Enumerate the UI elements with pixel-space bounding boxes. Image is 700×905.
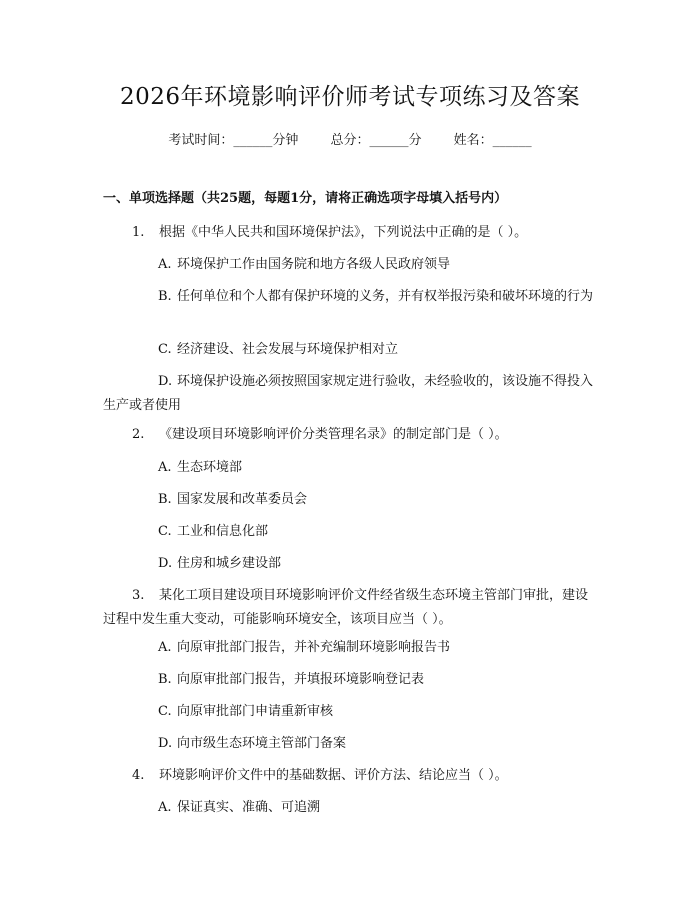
option-text: 向市级生态环境主管部门备案 [177,736,347,751]
question-number: 4. [132,768,145,783]
option-letter: C. [158,342,172,357]
q3-option-d [103,732,599,756]
q1-option-c [103,338,599,362]
q1-option-d [103,370,599,418]
question-text: 《建设项目环境影响评价分类管理名录》的制定部门是（ ）。 [159,427,508,442]
option-letter: A. [158,257,172,272]
option-letter: B. [158,672,172,687]
section-heading: 一、单项选择题（共25题，每题1分，请将正确选项字母填入括号内） [103,191,508,206]
option-text: 工业和信息化部 [177,524,269,539]
option-letter: A. [158,800,172,815]
question-text: 某化工项目建设项目环境影响评价文件经省级生态环境主管部门审批，建设过程中发生重大变动，可能影响环境安全，该项目应当（ ）。 [103,588,589,627]
q1-option-b [103,285,599,309]
option-letter: C. [158,524,172,539]
question-text: 环境影响评价文件中的基础数据、评价方法、结论应当（ ）。 [159,768,508,783]
option-text: 向原审批部门报告，并补充编制环境影响报告书 [177,640,451,655]
option-letter: D. [158,556,173,571]
q3-option-b [103,668,599,692]
q3-option-c [103,700,599,724]
option-letter: D. [158,736,173,751]
question-text: 根据《中华人民共和国环境保护法》，下列说法中正确的是（ ）。 [159,225,528,240]
question-number: 2. [132,427,145,442]
option-text: 经济建设、社会发展与环境保护相对立 [177,342,399,357]
option-letter: B. [158,492,172,507]
page-title: 2026年环境影响评价师考试专项练习及答案 [119,84,581,110]
option-text: 环境保护工作由国务院和地方各级人民政府领导 [177,257,451,272]
total-score-field: 总分：______分 [330,133,422,148]
option-text: 生态环境部 [177,460,243,475]
q2-option-b [103,488,599,512]
question-4 [103,764,599,788]
option-letter: A. [158,640,172,655]
option-letter: D. [158,374,173,389]
q4-option-a [103,796,599,820]
option-text: 向原审批部门申请重新审核 [177,704,334,719]
question-number: 3. [132,588,145,603]
option-letter: A. [158,460,172,475]
exam-time-field: 考试时间：______分钟 [168,133,299,148]
q2-option-d [103,552,599,576]
q3-option-a [103,636,599,660]
option-letter: B. [158,289,172,304]
option-letter: C. [158,704,172,719]
option-text: 国家发展和改革委员会 [177,492,308,507]
question-3 [103,584,599,632]
q2-option-c [103,520,599,544]
q2-option-a [103,456,599,480]
q1-option-a [103,253,599,277]
option-text: 向原审批部门报告，并填报环境影响登记表 [177,672,425,687]
option-text: 住房和城乡建设部 [177,556,282,571]
question-2 [103,423,599,447]
question-number: 1. [132,225,145,240]
option-text: 环境保护设施必须按照国家规定进行验收，未经验收的，该设施不得投入生产或者使用 [103,374,594,413]
exam-info-line [0,132,700,150]
option-text: 保证真实、准确、可追溯 [177,800,321,815]
name-field: 姓名：______ [453,133,532,148]
question-1 [103,221,599,245]
option-text: 任何单位和个人都有保护环境的义务，并有权举报污染和破坏环境的行为 [177,289,594,304]
